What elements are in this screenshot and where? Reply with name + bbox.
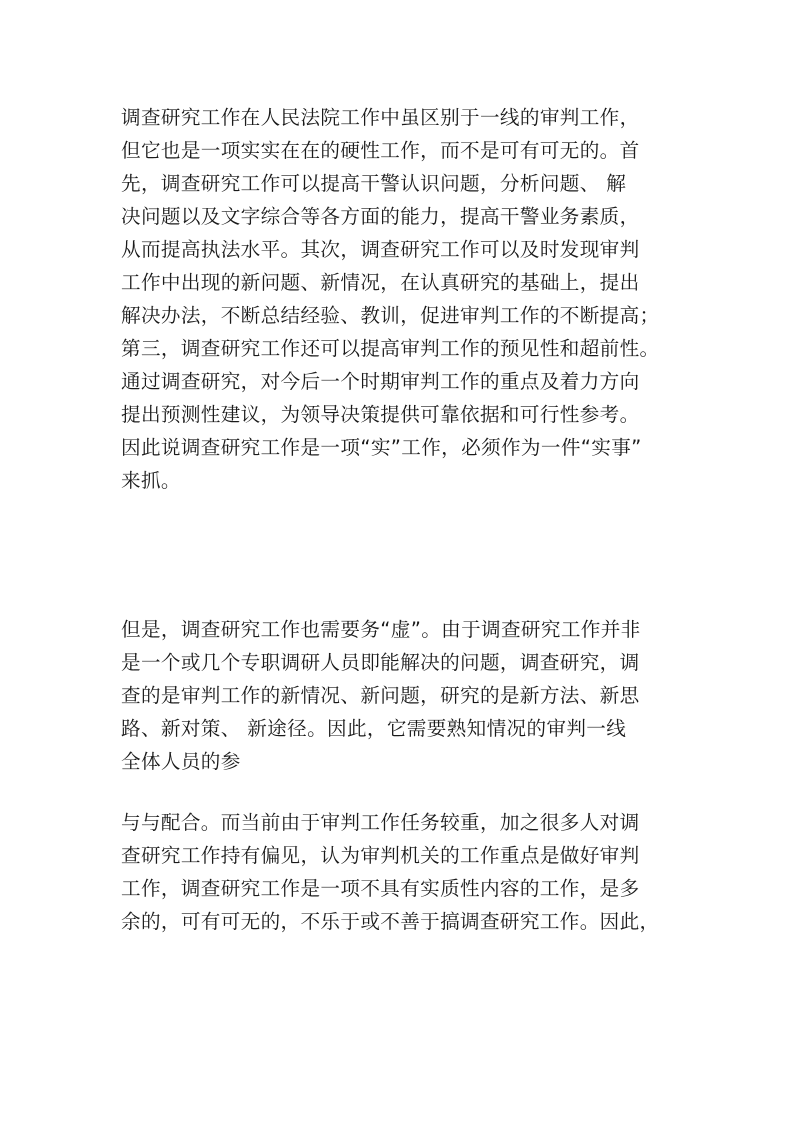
paragraph-line: 查的是审判工作的新情况、新问题，研究的是新方法、新思 [121, 684, 640, 707]
paragraph-line: 来抓。 [121, 469, 181, 492]
paragraph-line: 与与配合。而当前由于审判工作任务较重，加之很多人对调 [121, 811, 640, 834]
paragraph-line: 决问题以及文字综合等各方面的能力，提高干警业务素质， [121, 205, 640, 228]
paragraph-2 [121, 613, 691, 778]
paragraph-line: 因此说调查研究工作是一项“实”工作，必须作为一件“实事” [121, 436, 642, 459]
paragraph-line: 但是，调查研究工作也需要务“虚”。由于调查研究工作并非 [121, 618, 641, 641]
paragraph-line: 全体人员的参 [121, 750, 241, 773]
paragraph-line: 余的，可有可无的，不乐于或不善于搞调查研究工作。因此， [121, 910, 660, 933]
paragraph-line: 提出预测性建议，为领导决策提供可靠依据和可行性参考。 [121, 403, 640, 426]
paragraph-line: 路、新对策、 新途径。因此，它需要熟知情况的审判一线 [121, 717, 627, 740]
paragraph-line: 第三，调查研究工作还可以提高审判工作的预见性和超前性。 [121, 337, 660, 360]
paragraph-line: 查研究工作持有偏见，认为审判机关的工作重点是做好审判 [121, 844, 640, 867]
paragraph-line: 工作中出现的新问题、新情况，在认真研究的基础上，提出 [121, 271, 640, 294]
paragraph-line: 是一个或几个专职调研人员即能解决的问题，调查研究，调 [121, 651, 640, 674]
paragraph-line: 调查研究工作在人民法院工作中虽区别于一线的审判工作， [121, 106, 640, 129]
paragraph-3 [121, 806, 691, 938]
paragraph-line: 从而提高执法水平。其次，调查研究工作可以及时发现审判 [121, 238, 640, 261]
paragraph-line: 工作，调查研究工作是一项不具有实质性内容的工作，是多 [121, 877, 640, 900]
paragraph-1 [121, 101, 691, 497]
paragraph-line: 先，调查研究工作可以提高干警认识问题，分析问题、 解 [121, 172, 627, 195]
paragraph-line: 通过调查研究，对今后一个时期审判工作的重点及着力方向 [121, 370, 640, 393]
paragraph-line: 但它也是一项实实在在的硬性工作，而不是可有可无的。首 [121, 139, 640, 162]
paragraph-line: 解决办法，不断总结经验、教训，促进审判工作的不断提高； [121, 304, 660, 327]
